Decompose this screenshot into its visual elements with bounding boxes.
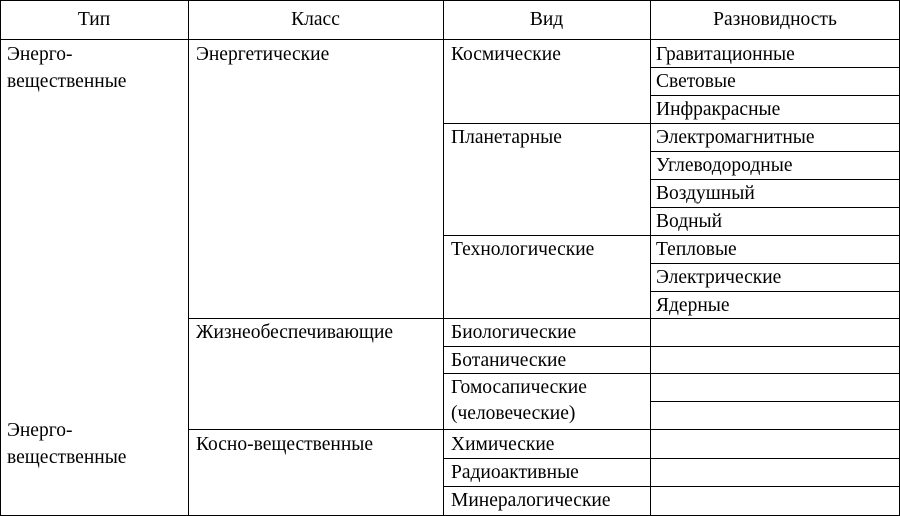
variety-cell: Электрические [656,267,782,288]
variety-cell: Водный [656,211,723,232]
variety-cell: Воздушный [656,183,755,204]
variety-cell: Гравитационные [656,44,795,65]
kind-cell: Космические [451,44,561,65]
variety-cell: Световые [656,71,736,92]
table-border-top [0,0,900,1]
variety-cell: Углеводородные [656,155,793,176]
column-divider [650,0,651,516]
column-divider [443,0,444,516]
class-cell: Косно-вещественные [196,434,374,455]
kind-cell: Радиоактивные [451,462,579,483]
type-cell-line1: Энерго- [7,420,73,441]
kind-cell-line1: Гомосапические [451,377,587,398]
class-cell: Энергетические [196,44,330,65]
variety-divider [650,401,900,402]
kind-cell: Химические [451,434,555,455]
header-variety: Разновидность [713,9,837,30]
variety-cell: Инфракрасные [656,99,781,120]
header-divider [0,39,900,40]
header-type: Тип [77,9,111,30]
column-divider [188,0,189,516]
type-cell-line2: вещественные [7,447,127,468]
kind-cell: Ботанические [451,350,567,371]
kind-cell: Планетарные [451,127,562,148]
variety-cell: Электромагнитные [656,127,815,148]
variety-cell: Тепловые [656,239,737,260]
class-divider [188,429,900,430]
kind-cell: Минералогические [451,490,611,511]
kind-cell-line2: (человеческие) [451,403,576,424]
header-class: Класс [291,9,340,30]
variety-cell: Ядерные [656,295,730,316]
type-cell-line2: вещественные [7,71,127,92]
kind-cell: Технологические [451,239,595,260]
kind-cell: Биологические [451,322,577,343]
header-kind: Вид [529,9,564,30]
class-cell: Жизнеобеспечивающие [196,322,394,343]
table-border-left [0,0,1,516]
type-cell-line1: Энерго- [7,44,73,65]
